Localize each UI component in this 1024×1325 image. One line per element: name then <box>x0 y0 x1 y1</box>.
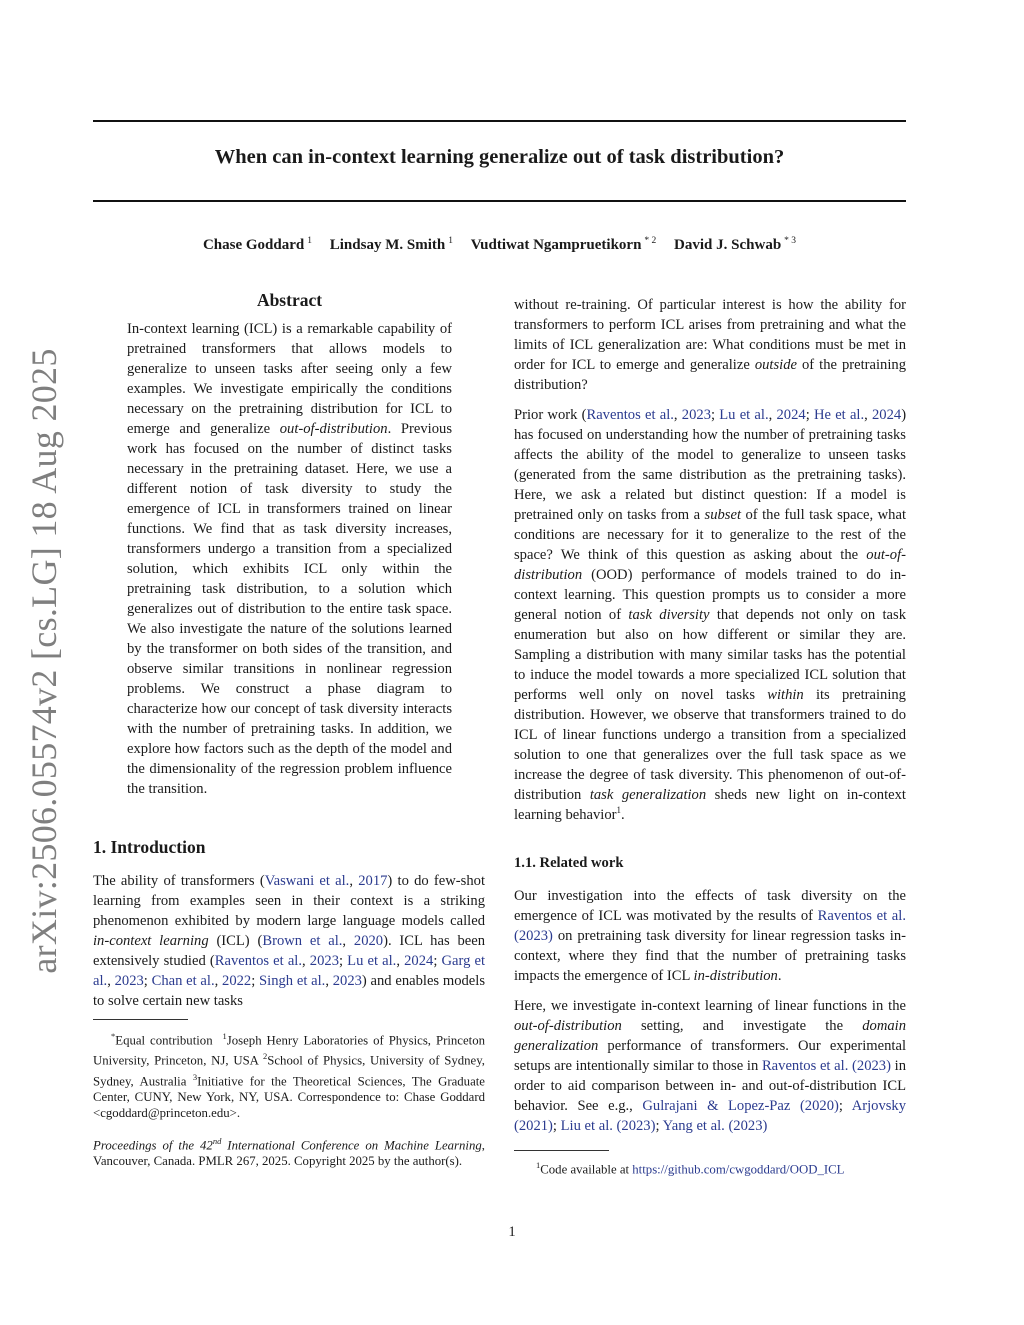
citation-link[interactable]: Raventos et al. (2023) <box>761 1058 891 1074</box>
abstract-text: In-context learning (ICL) is a remarkable capability of pretrained transformers that allows models to generalize to unseen tasks after seeing only a few examples. We investigate empirically the conditions necessary on the pretraining distribution for ICL to emerge and generalize out-of-distribution. Previous work has focused on the number of distinct tasks necessary in the pretraining dataset. Here, we use a different notion of task diversity to study the emergence of ICL in transformers trained on linear functions. We find that as task diversity increases, transformers undergo a transition from a specialized solution, which exhibits ICL only within the pretraining task distribution, to a solution which generalizes out of distribution to the entire task space. We also investigate the nature of the solutions learned by the transformer on both sides of the transition, and observe similar transitions in nonlinear regression problems. We construct a phase diagram to characterize how our concept of task diversity interacts with the number of pretraining tasks. In addition, we explore how factors such as the depth of the model and the dimensionality of the regression problem influence the transition. <box>127 321 452 797</box>
paper-title: When can in-context learning generalize out of task distribution? <box>214 146 785 168</box>
author: Chase Goddard $^1$ <box>202 236 312 253</box>
citation-link[interactable]: He et al. <box>813 407 865 423</box>
citation-link[interactable]: 2023 <box>309 953 339 969</box>
right-column <box>514 295 906 1177</box>
citation-link[interactable]: 2023 <box>681 407 711 423</box>
citation-link[interactable]: Arjovsky (2021) <box>514 1098 907 1134</box>
code-footnote: $^1$Code available at https://github.com/cwgoddard/OOD_ICL <box>536 1160 845 1177</box>
citation-link[interactable]: Lu et al. <box>347 953 397 969</box>
related-work-paragraph-2: Here, we investigate in-context learning of linear functions in the out-of-distribution setting, and investigate the domain generalization performance of transformers. Our experimental setups are intentionally similar to those in Raventos et al. (2023) in order to aid comparison between in- and out-of-distribution ICL behavior. See e.g., Gulrajani & Lopez-Paz (2020); Arjovsky (2021); Liu et al. (2023); Yang et al. (2023) <box>514 998 907 1134</box>
citation-link[interactable]: 2022 <box>222 973 252 989</box>
affiliations-footnote: *Equal contribution $^1$Joseph Henry Laboratories of Physics, Princeton University, Princeton, NJ, USA $^2$School of Physics, University of Sydney, Sydney, Australia $^3$Initiative for the Theoretical Sciences, The Graduate Center, CUNY, New York, NY, USA. Correspondence to: Chase Goddard <cgoddard@princeton.edu>. <box>93 1031 485 1120</box>
intro-paragraph-continued: without re-training. Of particular interest is how the ability for transformers to perform ICL arises from pretraining and what the limits of ICL generalization are: What conditions must be met in order for ICL to emerge and generalize outside of the pretraining distribution? <box>514 297 906 393</box>
title-bottom-rule <box>93 200 906 202</box>
left-column <box>93 290 485 1169</box>
footnote-rule <box>93 1019 188 1020</box>
citation-link[interactable]: 2020 <box>353 933 384 949</box>
citation-link[interactable]: Gulrajani & Lopez-Paz (2020) <box>642 1098 839 1114</box>
citation-link[interactable]: Singh et al. <box>259 973 326 989</box>
section-heading-related-work: 1.1. Related work <box>514 855 624 871</box>
top-rule <box>93 120 906 122</box>
citation-link[interactable]: Raventos et al. <box>586 407 674 423</box>
abstract <box>127 290 452 799</box>
citation-link[interactable]: Lu et al. <box>719 407 769 423</box>
citation-link[interactable]: Liu et al. (2023) <box>560 1118 656 1134</box>
citation-link[interactable]: Raventos et al. (2023) <box>514 908 906 944</box>
author: Vudtiwat Ngampruetikorn $^{* 2}$ <box>470 236 657 253</box>
citation-link[interactable]: Yang et al. (2023) <box>662 1118 768 1134</box>
code-url-link[interactable]: https://github.com/cwgoddard/OOD_ICL <box>632 1162 845 1177</box>
prior-work-paragraph: Prior work (Raventos et al., 2023; Lu et al., 2024; He et al., 2024) has focused on understanding how the number of pretraining tasks affects the ability of the model to generalize to unseen tasks (generated from the same distribution as the pretraining tasks). Here, we ask a related but distinct question: If a model is pretrained only on tasks from a subset of the full task space, what conditions are necessary for it to generalize to the rest of the space? We think of this question as asking about the out-of-distribution (OOD) performance of models trained to do in-context learning. This question prompts us to consider a more general notion of task diversity that depends not only on task enumeration but also on how different or similar they are. Sampling a distribution with many similar tasks has the potential to induce the model towards a more specialized ICL solution that performs well only on novel tasks within its pretraining distribution. However, we observe that transformers trained to do ICL of linear functions undergo a transition from a specialized solution to one that generalizes over the full task space as we increase the degree of task diversity. This phenomenon of out-of-distribution task generalization sheds new light on in-context learning behavior$^1$. <box>514 407 907 823</box>
citation-link[interactable]: Brown et al. <box>262 933 343 949</box>
proceedings-note: Proceedings of the 42nd International Conference on Machine Learning, Vancouver, Canada. PMLR 267, 2025. Copyright 2025 by the author(s). <box>93 1135 485 1169</box>
footnote-marker[interactable]: 1 <box>616 805 622 815</box>
abstract-heading: Abstract <box>256 290 323 310</box>
citation-link[interactable]: 2024 <box>404 953 434 969</box>
code-footnote-block <box>514 1150 906 1177</box>
footnote-rule <box>514 1150 609 1151</box>
citation-link[interactable]: 2024 <box>776 407 806 423</box>
citation-link[interactable]: Raventos et al. <box>214 953 303 969</box>
citation-link[interactable]: 2023 <box>114 973 144 989</box>
arxiv-identifier[interactable]: arXiv:2506.05574v2 [cs.LG] 18 Aug 2025 <box>24 348 64 974</box>
section-heading-introduction: 1. Introduction <box>93 837 206 857</box>
author: Lindsay M. Smith $^1$ <box>329 236 453 253</box>
citation-link[interactable]: Chan et al. <box>151 973 215 989</box>
page-number: 1 <box>508 1224 516 1240</box>
author-list <box>93 236 906 254</box>
citation-link[interactable]: 2024 <box>872 407 902 423</box>
citation-link[interactable]: Vaswani et al. <box>264 873 350 889</box>
citation-link[interactable]: 2017 <box>358 873 388 889</box>
intro-paragraph: The ability of transformers (Vaswani et al., 2017) to do few-shot learning from examples seen in their context is a striking phenomenon exhibited by modern large language models called in-context learning (ICL) (Brown et al., 2020). ICL has been extensively studied (Raventos et al., 2023; Lu et al., 2024; Garg et al., 2023; Chan et al., 2022; Singh et al., 2023) and enables models to solve certain new tasks <box>93 873 486 1009</box>
related-work-paragraph-1: Our investigation into the effects of task diversity on the emergence of ICL was motivated by the results of Raventos et al. (2023) on pretraining task diversity for linear regression tasks in-context, where they find that the number of pretraining tasks impacts the emergence of ICL in-distribution. <box>514 888 906 984</box>
author: David J. Schwab $^{* 3}$ <box>674 236 797 253</box>
citation-link[interactable]: 2023 <box>332 973 362 989</box>
citation-link[interactable]: Garg et al. <box>93 953 486 989</box>
